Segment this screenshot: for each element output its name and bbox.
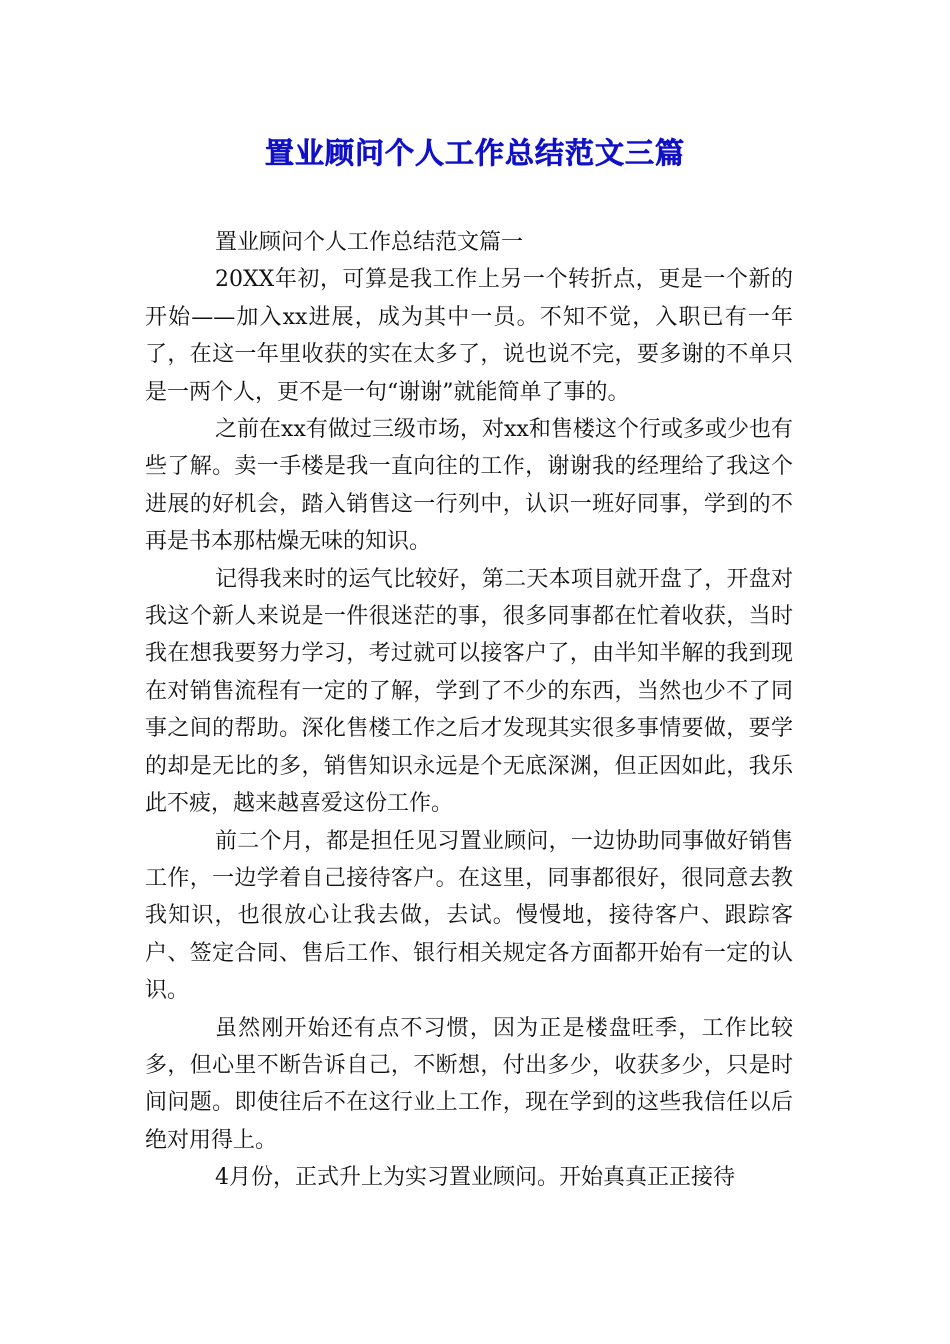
document-title: 置业顾问个人工作总结范文三篇: [264, 136, 685, 170]
document-body: [145, 224, 793, 1197]
paragraph: 20XX年初，可算是我工作上另一个转折点，更是一个新的开始——加入xx进展，成为其中一员。不知不觉，入职已有一年了，在这一年里收获的实在太多了，说也说不完，要多谢的不单只是一两个人，更不是一句“谢谢”就能简单了事的。: [145, 267, 793, 405]
paragraph: 虽然刚开始还有点不习惯，因为正是楼盘旺季，工作比较多，但心里不断告诉自己，不断想，付出多少，收获多少，只是时间问题。即使往后不在这行业上工作，现在学到的这些我信任以后绝对用得上。: [145, 1015, 793, 1153]
section-heading: 置业顾问个人工作总结范文篇一: [215, 230, 524, 255]
paragraph: 前二个月，都是担任见习置业顾问，一边协助同事做好销售工作，一边学着自己接待客户。在这里，同事都很好，很同意去教我知识，也很放心让我去做，去试。慢慢地，接待客户、跟踪客户、签定合同、售后工作、银行相关规定各方面都开始有一定的认识。: [145, 828, 793, 1004]
paragraph: 4月份，正式升上为实习置业顾问。开始真真正正接待: [215, 1165, 735, 1191]
paragraph: 记得我来时的运气比较好，第二天本项目就开盘了，开盘对我这个新人来说是一件很迷茫的事，很多同事都在忙着收获，当时我在想我要努力学习，考过就可以接客户了，由半知半解的我到现在对销售流程有一定的了解，学到了不少的东西，当然也少不了同事之间的帮助。深化售楼工作之后才发现其实很多事情要做，要学的却是无比的多，销售知识永远是个无底深渊，但正因如此，我乐此不疲，越来越喜爱这份工作。: [145, 566, 793, 817]
paragraph: 之前在xx有做过三级市场，对xx和售楼这个行或多或少也有些了解。卖一手楼是我一直向往的工作，谢谢我的经理给了我这个进展的好机会，踏入销售这一行列中，认识一班好同事，学到的不再是书本那枯燥无味的知识。: [145, 417, 793, 555]
